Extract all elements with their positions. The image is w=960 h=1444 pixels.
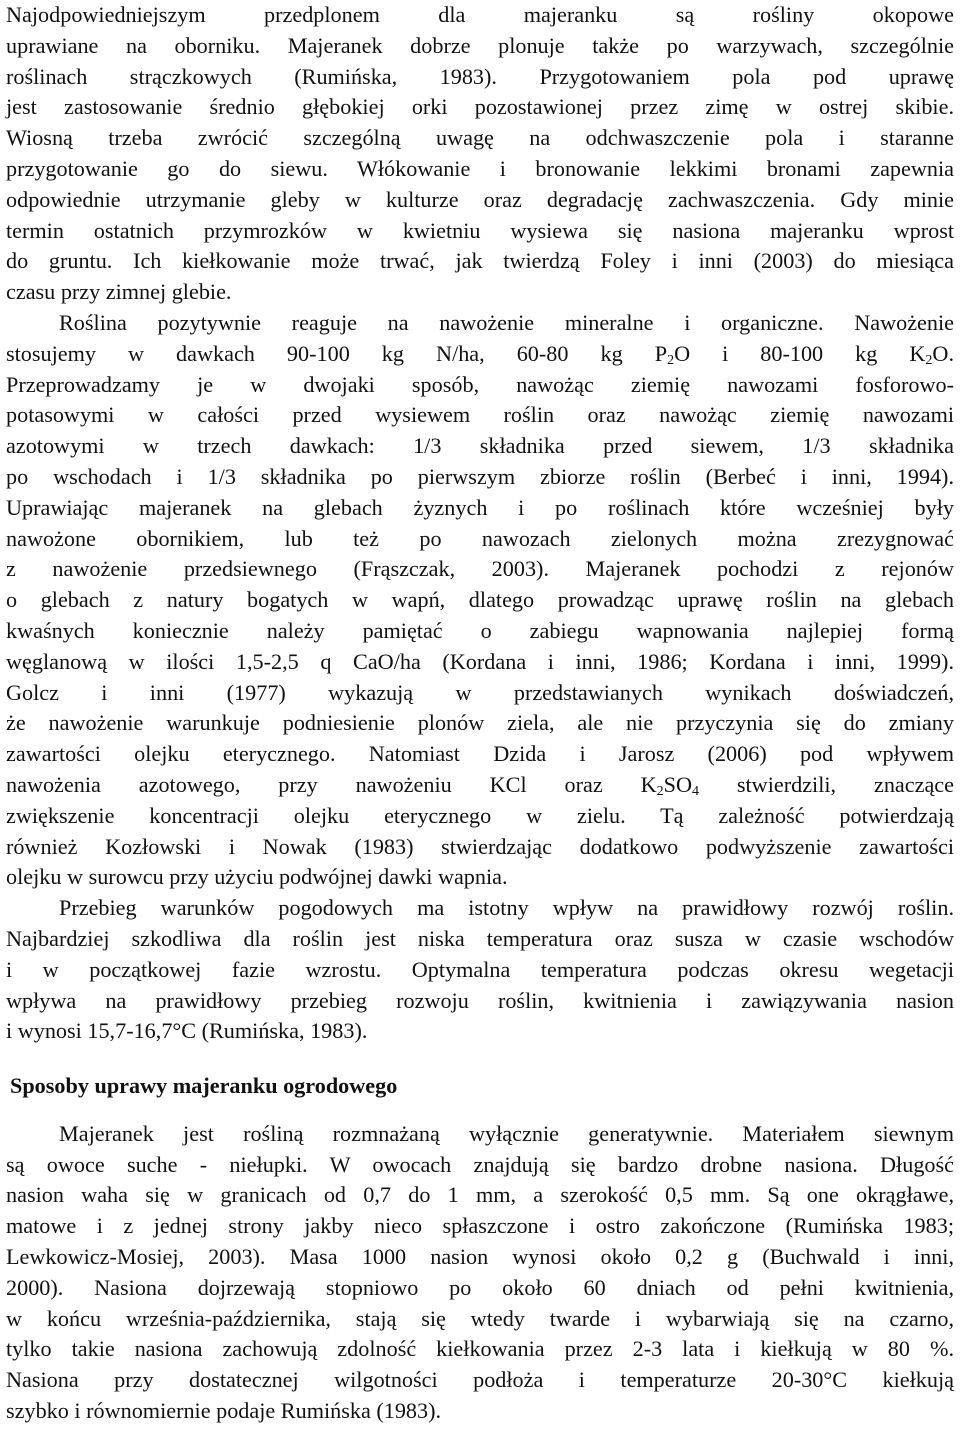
text-line: do gruntu. Ich kiełkowanie może trwać, jak twierdzą Foley i inni (2003) do miesiąca	[6, 248, 954, 274]
text-line: węglanową w ilości 1,5-2,5 q CaO/ha (Kordana i inni, 1986; Kordana i inni, 1999).	[6, 648, 954, 674]
text-line: są owoce suche - niełupki. W owocach znajdują się bardzo drobne nasiona. Długość	[6, 1151, 954, 1177]
text-line: szybko i równomiernie podaje Rumińska (1983).	[6, 1398, 442, 1424]
text-line: Uprawiając majeranek na glebach żyznych i po roślinach które wcześniej były	[6, 494, 954, 520]
text-line: i w początkowej fazie wzrostu. Optymalna temperatura podczas okresu wegetacji	[6, 956, 954, 982]
text-line: kwaśnych koniecznie należy pamiętać o zabiegu wapnowania najlepiej formą	[6, 617, 954, 643]
text-fragment: stosujemy w dawkach 90-100 kg N/ha, 60-80 kg P	[6, 340, 668, 366]
text-line: Majeranek jest rośliną rozmnażaną wyłącznie generatywnie. Materiałem siewnym	[59, 1120, 954, 1146]
text-fragment: stwierdzili, znaczące	[698, 771, 955, 797]
text-line: czasu przy zimnej glebie.	[6, 279, 232, 305]
paragraph-propagation	[6, 1119, 954, 1427]
text-line: i wynosi 15,7-16,7°C (Rumińska, 1983).	[6, 1018, 368, 1044]
text-line: Nasiona przy dostatecznej wilgotności podłoża i temperaturze 20-30°C kiełkują	[6, 1367, 954, 1393]
text-line: Roślina pozytywnie reaguje na nawożenie mineralne i organiczne. Nawożenie	[59, 309, 954, 335]
text-line: Przeprowadzamy je w dwojaki sposób, nawożąc ziemię nawozami fosforowo-	[6, 371, 954, 397]
text-line: termin ostatnich przymrozków w kwietniu wysiewa się nasiona majeranku wprost	[6, 217, 954, 243]
text-fragment: O.	[932, 340, 954, 366]
text-line: o glebach z natury bogatych w wapń, dlatego prowadząc uprawę roślin na glebach	[6, 587, 954, 613]
text-line: również Kozłowski i Nowak (1983) stwierdzając dodatkowo podwyższenie zawartości	[6, 833, 954, 859]
text-fragment: O i 80-100 kg K	[674, 340, 926, 366]
text-fragment: nawożenia azotowego, przy nawożeniu KCl oraz K	[6, 771, 657, 797]
text-line: roślinach strączkowych (Rumińska, 1983). Przygotowaniem pola pod uprawę	[6, 63, 954, 89]
text-line: Lewkowicz-Mosiej, 2003). Masa 1000 nasion wynosi około 0,2 g (Buchwald i inni,	[6, 1244, 954, 1270]
text-line: z nawożenie przedsiewnego (Frąszczak, 2003). Majeranek pochodzi z rejonów	[6, 556, 954, 582]
subscript: 2	[656, 783, 664, 799]
text-line: azotowymi w trzech dawkach: 1/3 składnika przed siewem, 1/3 składnika	[6, 433, 954, 459]
text-line-formula	[6, 339, 954, 370]
text-line: nasion waha się w granicach od 0,7 do 1 mm, a szerokość 0,5 mm. Są one okrągławe,	[6, 1182, 954, 1208]
text-line: przygotowanie go do siewu. Włókowanie i bronowanie lekkimi bronami zapewnia	[6, 155, 954, 181]
text-line: matowe i z jednej strony jakby nieco spłaszczone i ostro zakończone (Rumińska 1983;	[6, 1213, 954, 1239]
text-line: wpływa na prawidłowy przebieg rozwoju roślin, kwitnienia i zawiązywania nasion	[6, 987, 954, 1013]
text-line: odpowiednie utrzymanie gleby w kulturze oraz degradację zachwaszczenia. Gdy minie	[6, 186, 954, 212]
text-line: jest zastosowanie średnio głębokiej orki pozostawionej przez zimę w ostrej skibie.	[6, 94, 954, 120]
text-line: zwiększenie koncentracji olejku eterycznego w zielu. Tą zależność potwierdzają	[6, 802, 954, 828]
text-line: potasowymi w całości przed wysiewem roślin oraz nawożąc ziemię nawozami	[6, 402, 954, 428]
text-line: zawartości olejku eterycznego. Natomiast Dzida i Jarosz (2006) pod wpływem	[6, 741, 954, 767]
text-line: nawożone obornikiem, lub też po nawozach zielonych można zrezygnować	[6, 525, 954, 551]
text-line: uprawiane na oborniku. Majeranek dobrze plonuje także po warzywach, szczególnie	[6, 32, 954, 58]
subscript: 2	[925, 352, 933, 368]
text-line: że nawożenie warunkuje podniesienie plonów ziela, ale nie przyczynia się do zmiany	[6, 710, 954, 736]
section-heading: Sposoby uprawy majeranku ogrodowego	[10, 1073, 398, 1099]
text-line: Wiosną trzeba zwrócić szczególną uwagę na odchwaszczenie pola i staranne	[6, 125, 954, 151]
text-line: 2000). Nasiona dojrzewają stopniowo po około 60 dniach od pełni kwitnienia,	[6, 1274, 954, 1300]
text-line: Przebieg warunków pogodowych ma istotny wpływ na prawidłowy rozwój roślin.	[59, 895, 954, 921]
text-line-formula	[6, 770, 954, 801]
text-line: po wschodach i 1/3 składnika po pierwszym zbiorze roślin (Berbeć i inni, 1994).	[6, 463, 954, 489]
text-line: Najbardziej szkodliwa dla roślin jest niska temperatura oraz susza w czasie wschodów	[6, 925, 954, 951]
subscript: 2	[667, 352, 675, 368]
text-line: w końcu września-października, stają się wtedy twarde i wybarwiają się na czarno,	[6, 1305, 954, 1331]
text-line: Golcz i inni (1977) wykazują w przedstawianych wynikach doświadczeń,	[6, 679, 954, 705]
text-line: olejku w surowcu przy użyciu podwójnej dawki wapnia.	[6, 864, 508, 890]
paragraph-previous-crops	[6, 0, 954, 308]
subscript: 4	[691, 783, 699, 799]
paragraph-fertilization	[6, 308, 954, 893]
paragraph-weather	[6, 893, 954, 1047]
document-page	[6, 0, 954, 1427]
text-fragment: SO	[663, 771, 692, 797]
text-line: Najodpowiedniejszym przedplonem dla majeranku są rośliny okopowe	[6, 2, 954, 27]
text-line: tylko takie nasiona zachowują zdolność kiełkowania przez 2-3 lata i kiełkują w 80 %.	[6, 1336, 954, 1362]
